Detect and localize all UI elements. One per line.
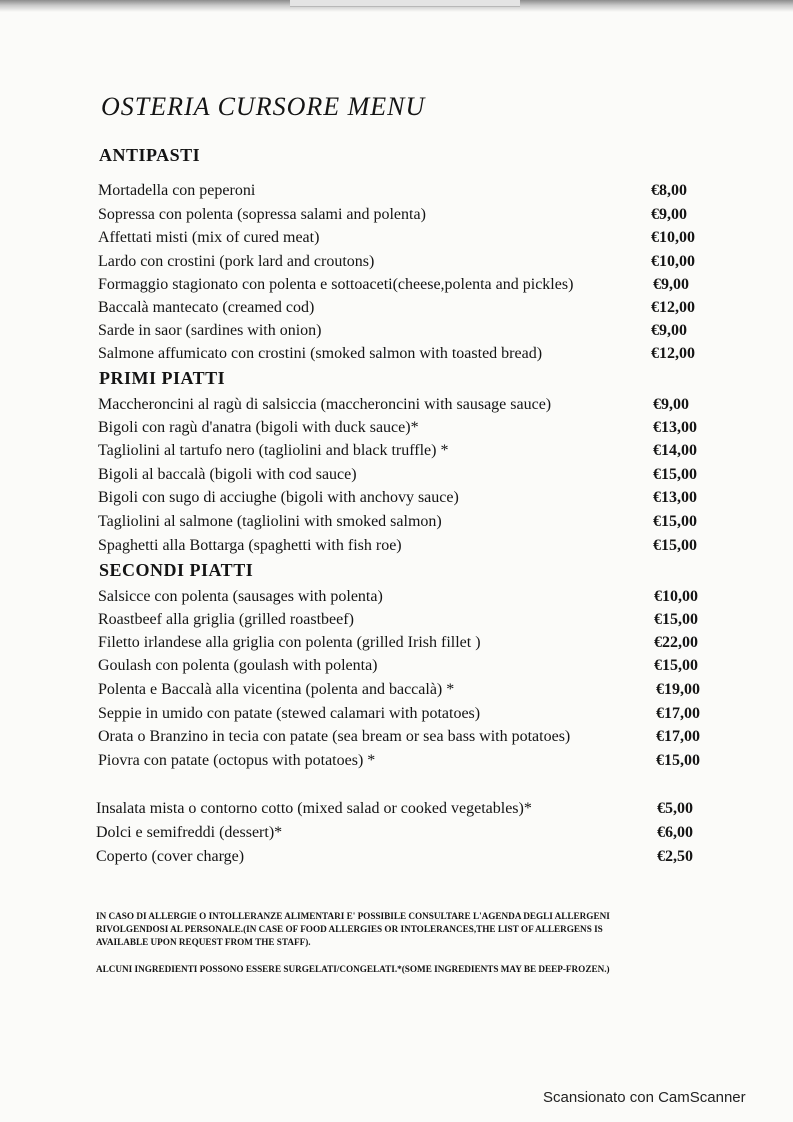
menu-item-price: €9,00 — [651, 206, 687, 223]
frozen-notice: ALCUNI INGREDIENTI POSSONO ESSERE SURGELATI/CONGELATI.*(SOME INGREDIENTS MAY BE DEEP-FROZEN.) — [96, 964, 610, 974]
menu-item-name: Tagliolini al salmone (tagliolini with smoked salmon) — [98, 513, 442, 530]
menu-item-price: €9,00 — [651, 322, 687, 339]
menu-item-name: Formaggio stagionato con polenta e sottoaceti(cheese,polenta and pickles) — [98, 276, 574, 293]
menu-item-name: Sarde in saor (sardines with onion) — [98, 322, 322, 339]
menu-item-price: €13,00 — [653, 419, 697, 436]
menu-item-price: €12,00 — [651, 345, 695, 362]
menu-item-name: Goulash con polenta (goulash with polenta) — [98, 657, 378, 674]
allergen-notice-line: RIVOLGENDOSI AL PERSONALE.(IN CASE OF FOOD ALLERGIES OR INTOLERANCES,THE LIST OF ALLERGENS IS — [96, 924, 603, 934]
menu-item-name: Orata o Branzino in tecia con patate (sea bream or sea bass with potatoes) — [98, 728, 571, 745]
menu-item-price: €5,00 — [657, 800, 693, 817]
scan-paper-tab — [290, 0, 520, 7]
menu-item-price: €13,00 — [653, 489, 697, 506]
menu-item-name: Insalata mista o contorno cotto (mixed salad or cooked vegetables)* — [96, 800, 532, 817]
menu-item-price: €15,00 — [653, 513, 697, 530]
menu-item-price: €12,00 — [651, 299, 695, 316]
menu-item-name: Dolci e semifreddi (dessert)* — [96, 824, 283, 841]
menu-item-name: Mortadella con peperoni — [98, 182, 256, 199]
menu-item-price: €17,00 — [656, 705, 700, 722]
menu-item-price: €9,00 — [653, 276, 689, 293]
menu-item-price: €8,00 — [651, 182, 687, 199]
menu-item-name: Lardo con crostini (pork lard and croutons) — [98, 253, 375, 270]
menu-item-price: €19,00 — [656, 681, 700, 698]
menu-item-name: Affettati misti (mix of cured meat) — [98, 229, 320, 246]
scanner-watermark: Scansionato con CamScanner — [543, 1089, 746, 1106]
menu-item-name: Coperto (cover charge) — [96, 848, 245, 865]
menu-item-name: Tagliolini al tartufo nero (tagliolini and black truffle) * — [98, 442, 449, 459]
menu-item-price: €2,50 — [657, 848, 693, 865]
menu-item-name: Polenta e Baccalà alla vicentina (polenta and baccalà) * — [98, 681, 455, 698]
allergen-notice-line: IN CASO DI ALLERGIE O INTOLLERANZE ALIMENTARI E' POSSIBILE CONSULTARE L'AGENDA DEGLI ALLERGENI — [96, 911, 610, 921]
menu-item-price: €10,00 — [651, 253, 695, 270]
menu-item-price: €6,00 — [657, 824, 693, 841]
menu-item-price: €15,00 — [653, 537, 697, 554]
menu-item-name: Spaghetti alla Bottarga (spaghetti with fish roe) — [98, 537, 402, 554]
menu-item-price: €15,00 — [656, 752, 700, 769]
menu-item-price: €10,00 — [651, 229, 695, 246]
menu-item-name: Maccheroncini al ragù di salsiccia (maccheroncini with sausage sauce) — [98, 396, 552, 413]
menu-item-price: €9,00 — [653, 396, 689, 413]
menu-item-price: €22,00 — [654, 634, 698, 651]
menu-item-price: €17,00 — [656, 728, 700, 745]
section-heading-primi: PRIMI PIATTI — [99, 368, 226, 388]
allergen-notice-line: AVAILABLE UPON REQUEST FROM THE STAFF). — [96, 937, 311, 947]
menu-item-name: Seppie in umido con patate (stewed calamari with potatoes) — [98, 705, 481, 722]
menu-item-name: Bigoli al baccalà (bigoli with cod sauce) — [98, 466, 357, 483]
section-heading-secondi: SECONDI PIATTI — [99, 560, 254, 580]
menu-item-name: Bigoli con ragù d'anatra (bigoli with duck sauce)* — [98, 419, 419, 436]
menu-item-name: Salmone affumicato con crostini (smoked salmon with toasted bread) — [98, 345, 543, 362]
menu-item-price: €10,00 — [654, 588, 698, 605]
menu-title: OSTERIA CURSORE MENU — [101, 92, 426, 121]
menu-item-name: Salsicce con polenta (sausages with polenta) — [98, 588, 383, 605]
menu-item-name: Sopressa con polenta (sopressa salami and polenta) — [98, 206, 426, 223]
menu-item-price: €15,00 — [654, 657, 698, 674]
menu-item-name: Bigoli con sugo di acciughe (bigoli with anchovy sauce) — [98, 489, 459, 506]
menu-item-name: Filetto irlandese alla griglia con polenta (grilled Irish fillet ) — [98, 634, 481, 651]
menu-item-name: Roastbeef alla griglia (grilled roastbeef) — [98, 611, 354, 628]
menu-item-price: €15,00 — [653, 466, 697, 483]
section-heading-antipasti: ANTIPASTI — [99, 145, 201, 165]
menu-item-name: Baccalà mantecato (creamed cod) — [98, 299, 315, 316]
menu-item-price: €15,00 — [654, 611, 698, 628]
menu-item-name: Piovra con patate (octopus with potatoes) * — [98, 752, 376, 769]
menu-item-price: €14,00 — [653, 442, 697, 459]
